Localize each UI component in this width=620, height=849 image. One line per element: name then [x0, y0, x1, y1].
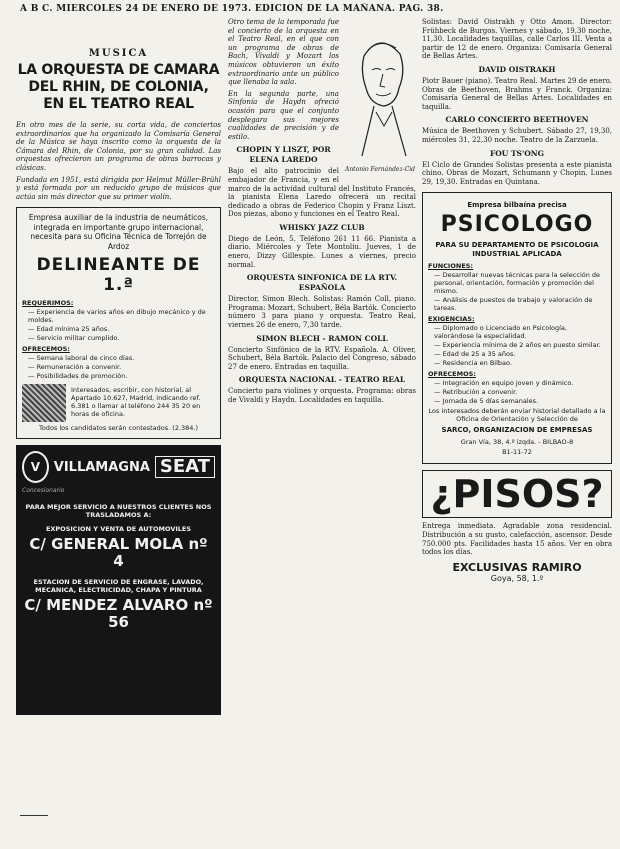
company-logo-image	[22, 384, 66, 422]
dealer-logo-icon: V	[22, 451, 49, 483]
exhibition-address: C/ GENERAL MOLA nº 4	[29, 535, 208, 571]
section-text: Director, Simon Blech. Solistas: Ramón Coll, piano. Programa: Mozart, Schubert, Béla Bartók. Concierto número 3 para piano y orquesta. Teatro Real, viernes 26 de enero, 7,30 tarde.	[228, 295, 416, 330]
listing-text: Solistas: David Oistrakh y Otto Amon. Director: Frühbeck de Burgos. Viernes y sábado, 19,30 noche, 11,30. Localidades taquillas, calle Carlos III. Venta a partir de 12 de enero. Organiza: Comisaría General de Bellas Artes.	[422, 18, 612, 61]
ad-offer: — Remuneración a convenir.	[28, 363, 122, 372]
real-estate-address: Goya, 58, 1.º	[490, 573, 544, 583]
ad-offers-title: OFRECEMOS:	[428, 370, 476, 379]
ad-footer: Todos los candidatos serán contestados. (2.384.)	[38, 424, 199, 433]
brand-logo: SEAT	[155, 456, 215, 478]
article-paragraph: Otro tema de la temporada fue el concierto de la orquesta en el Teatro Real, en el que con un programa de obras de Bach, Vivaldi y Mozart los músicos obtuvieron un éxito extraordinario ante un público que llenaba la sala.	[228, 18, 339, 87]
ad-function: — Análisis de puestos de trabajo y valoración de tareas.	[434, 296, 593, 313]
article-paragraph: Fundada en 1951, está dirigida por Helmut Müller-Brühl y está formada por un reducido grupo de músicos que actúa sin más director que su primer violín.	[16, 175, 221, 201]
ad-requirement: — Residencia en Bilbao.	[434, 359, 512, 368]
ad-function: — Desarrollar nuevas técnicas para la selección de personal, orientación, formación y promoción del mismo.	[434, 271, 601, 296]
ad-offer: — Integración en equipo joven y dinámico.	[434, 379, 574, 388]
real-estate-headline: ¿PISOS?	[422, 470, 612, 518]
job-ad-delineante	[16, 207, 221, 439]
ad-requirements-title: REQUERIMOS:	[22, 299, 74, 308]
service-label: ESTACION DE SERVICIO DE ENGRASE, LAVADO, MECANICA, ELECTRICIDAD, CHAPA Y PINTURA	[33, 578, 204, 595]
ad-title: DELINEANTE DE 1.ª	[36, 255, 201, 296]
ad-requirement: — Edad de 25 a 35 años.	[434, 350, 516, 359]
dealer-name: VILLAMAGNA	[53, 459, 150, 475]
listing-text: El Ciclo de Grandes Solistas presenta a este pianista chino. Obras de Mozart, Schumann y Chopin. Lunes 29, 19,30. Entradas en Quintana.	[422, 160, 612, 186]
ad-body: Interesados, escribir, con historial, al Apartado 10.627, Madrid, indicando ref. 6.381 o llamar al teléfono 244 35 20 en horas de oficina.	[71, 386, 201, 419]
section-kicker: MUSICA	[88, 48, 149, 59]
ad-offers-title: OFRECEMOS:	[22, 345, 70, 354]
ad-requirement: — Servicio militar cumplido.	[28, 334, 120, 343]
ad-intro: Empresa auxiliar de la industria de neumáticos, integrada en importante grupo internacional, necesita para su Oficina Técnica de Torrejón de Ardoz	[28, 213, 209, 251]
section-text: Diego de León, 5. Teléfono 261 11 66. Pianista a diario. Miércoles y Tete Montoliu. Jueves, 1 de enero, Dizzy Gillespie. Lunes a viernes, precio normal.	[228, 234, 416, 269]
listing-title: FOU TS'ONG	[489, 148, 545, 158]
section-title: ORQUESTA SINFONICA DE LA RTV. ESPAÑOLA	[246, 273, 398, 293]
section-title: ORQUESTA NACIONAL - TEATRO REAL	[238, 375, 406, 385]
listing-text: Música de Beethoven y Schubert. Sábado 27, 19,30, miércoles 31, 22,30 noche. Teatro de la Zarzuela.	[422, 127, 612, 144]
exhibition-label: EXPOSICION Y VENTA DE AUTOMOVILES	[45, 525, 192, 534]
section-text: Bajo el alto patrocinio del embajador de Francia, y en el marco de la actividad cultural del Instituto Francés, la pianista Elena Laredo ofrecerá un recital dedicado a obras de Federico Chopin y Franz Liszt. Dos piezas, abono y funciones en el Teatro Real.	[228, 167, 416, 219]
article-headline: LA ORQUESTA DE CAMARA DEL RHIN, DE COLONIA, EN EL TEATRO REAL	[17, 62, 220, 112]
footer-rule	[20, 815, 48, 817]
listing-title: CARLO CONCIERTO BEETHOVEN	[445, 115, 589, 125]
ad-requirement: — Experiencia mínima de 2 años en puesto similar.	[434, 341, 601, 350]
section-title: SIMON BLECH - RAMON COLL	[256, 333, 388, 343]
section-text: Concierto para violines y orquesta. Programa: obras de Vivaldi y Haydn. Localidades en taquilla.	[228, 387, 416, 404]
ad-offer: — Posibilidades de promoción.	[28, 372, 128, 381]
section-title: WHISKY JAZZ CLUB	[279, 222, 365, 232]
listing-text: Piotr Bauer (piano). Teatro Real. Martes 29 de enero. Obras de Beethoven, Brahms y Franck. Organiza: Comisaría General de Bellas Artes. Localidades en taquilla.	[422, 76, 612, 111]
column-right	[422, 18, 612, 843]
ad-requirements-title: EXIGENCIAS:	[428, 315, 475, 324]
section-text: Concierto Sinfónico de la RTV. Española. A. Oliver, Schubert, Béla Bartók. Palacio del Congreso, sábado 27 de enero. Entradas en taquilla.	[228, 345, 416, 371]
real-estate-text: Entrega inmediata. Agradable zona residencial. Distribución a su gusto, calefacción, ascensor. Desde 750.000 pts. Facilidades hasta 15 años. Ver en obra todos los días.	[422, 522, 612, 557]
caricature-drawing	[344, 26, 416, 166]
caricature-caption: Antonio Fernández-Cid	[344, 166, 415, 173]
article-paragraph: En la segunda parte, una Sinfonía de Haydn ofreció ocasión para que el conjunto desplegara sus mejores cualidades de precisión y de estilo.	[228, 89, 339, 141]
service-address: C/ MENDEZ ALVARO nº 56	[24, 596, 213, 632]
ad-requirement: — Experiencia de varios años en dibujo mecánico y de moldes.	[28, 308, 206, 325]
ad-reference: B1-11-72	[502, 448, 532, 457]
job-ad-psicologo	[422, 192, 612, 464]
caricature-figure	[344, 26, 416, 176]
ad-functions-title: FUNCIONES:	[428, 262, 474, 271]
ad-company: SARCO, ORGANIZACION DE EMPRESAS	[441, 426, 593, 435]
ad-subtitle: PARA SU DEPARTAMENTO DE PSICOLOGIA INDUSTRIAL APLICADA	[435, 241, 599, 259]
ad-body: Los interesados deberán enviar historial detallado a la Oficina de Orientación y Selección de	[428, 407, 606, 424]
ad-intro: Empresa bilbaína precisa	[467, 201, 567, 210]
ad-requirement: — Edad mínima 25 años.	[28, 325, 110, 334]
real-estate-brand: EXCLUSIVAS RAMIRO	[452, 560, 582, 574]
listing-title: DAVID OISTRAKH	[478, 64, 556, 74]
ad-title: PSICOLOGO	[440, 212, 594, 238]
article-paragraph: En otro mes de la serie, su corta vida, de conciertos extraordinarios que ha organizado la Comisaría General de la Música se haya inscrito como la orquesta de la Cámara del Rhin, de Colonia, por su gran calidad. Las orquestas ofrecieron un programa de obras barrocas y clásicas.	[16, 121, 221, 172]
move-notice: PARA MEJOR SERVICIO A NUESTROS CLIENTES NOS TRASLADAMOS A:	[25, 503, 212, 520]
column-left	[16, 48, 221, 843]
car-dealer-ad	[16, 445, 221, 715]
ad-offer: — Semana laboral de cinco días.	[28, 354, 135, 363]
ad-offer: — Jornada de 5 días semanales.	[434, 397, 539, 406]
ad-requirement: — Diplomado o Licenciado en Psicología, valorándose la especialidad.	[434, 324, 567, 341]
ad-offer: — Retribución a convenir.	[434, 388, 518, 397]
dealer-subtitle: Concesionario	[22, 487, 65, 495]
ad-address: Gran Vía, 38, 4.º izqda. - BILBAO-8	[460, 438, 574, 447]
page-header: A B C. MIERCOLES 24 DE ENERO DE 1973. EDICION DE LA MAÑANA. PAG. 38.	[20, 4, 444, 14]
column-middle	[228, 18, 416, 843]
section-title: CHOPIN Y LISZT, POR ELENA LAREDO	[236, 145, 331, 165]
